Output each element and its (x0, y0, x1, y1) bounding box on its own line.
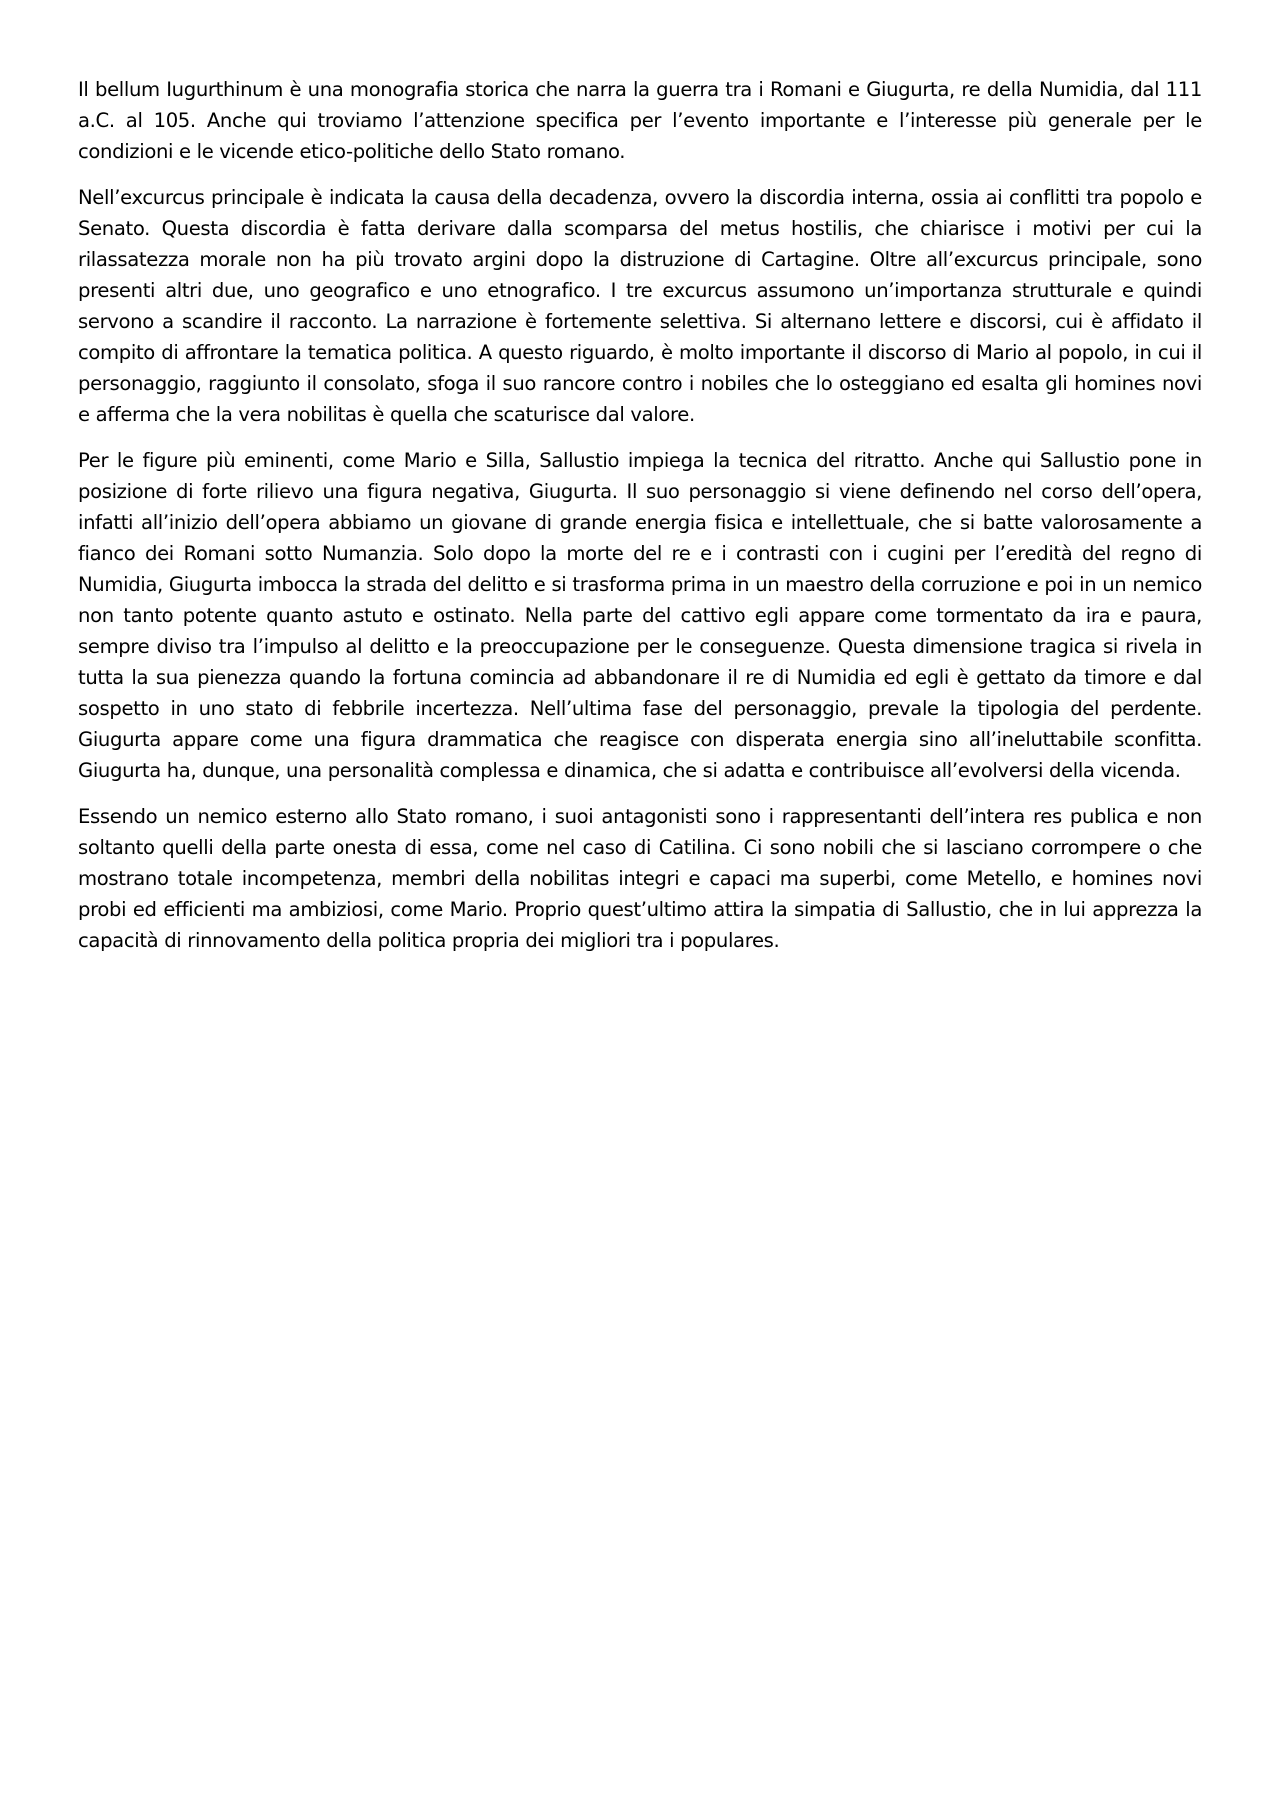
paragraph-ritratto-giugurta: Per le figure più eminenti, come Mario e Silla, Sallustio impiega la tecnica del ritratto. Anche qui Sallustio pone in posizione di forte rilievo una figura negativa, Giugurta. Il suo personaggio si viene definendo nel corso dell’opera, infatti all’inizio dell’opera abbiamo un giovane di grande energia fisica e intellettuale, che si batte valorosamente a fianco dei Romani sotto Numanzia. Solo dopo la morte del re e i contrasti con i cugini per l’eredità del regno di Numidia, Giugurta imbocca la strada del delitto e si trasforma prima in un maestro della corruzione e poi in un nemico non tanto potente quanto astuto e ostinato. Nella parte del cattivo egli appare come tormentato da ira e paura, sempre diviso tra l’impulso al delitto e la preoccupazione per le conseguenze. Questa dimensione tragica si rivela in tutta la sua pienezza quando la fortuna comincia ad abbandonare il re di Numidia ed egli è gettato da timore e dal sospetto in uno stato di febbrile incertezza. Nell’ultima fase del personaggio, prevale la tipologia del perdente. Giugurta appare come una figura drammatica che reagisce con disperata energia sino all’ineluttabile sconfitta. Giugurta ha, dunque, una personalità complessa e dinamica, che si adatta e contribuisce all’evolversi della vicenda. (78, 449, 1202, 782)
document-page (78, 74, 1202, 971)
paragraph-excursus: Nell’excurcus principale è indicata la causa della decadenza, ovvero la discordia interna, ossia ai conflitti tra popolo e Senato. Questa discordia è fatta derivare dalla scomparsa del metus hostilis, che chiarisce i motivi per cui la rilassatezza morale non ha più trovato argini dopo la distruzione di Cartagine. Oltre all’excurcus principale, sono presenti altri due, uno geografico e uno etnografico. I tre excurcus assumono un’importanza strutturale e quindi servono a scandire il racconto. La narrazione è fortemente selettiva. Si alternano lettere e discorsi, cui è affidato il compito di affrontare la tematica politica. A questo riguardo, è molto importante il discorso di Mario al popolo, in cui il personaggio, raggiunto il consolato, sfoga il suo rancore contro i nobiles che lo osteggiano ed esalta gli homines novi e afferma che la vera nobilitas è quella che scaturisce dal valore. (78, 186, 1202, 426)
paragraph-bellum-iugurthinum-intro: Il bellum Iugurthinum è una monografia storica che narra la guerra tra i Romani e Giugurta, re della Numidia, dal 111 a.C. al 105. Anche qui troviamo l’attenzione specifica per l’evento importante e l’interesse più generale per le condizioni e le vicende etico-politiche dello Stato romano. (78, 78, 1202, 163)
paragraph-antagonisti: Essendo un nemico esterno allo Stato romano, i suoi antagonisti sono i rappresentanti dell’intera res publica e non soltanto quelli della parte onesta di essa, come nel caso di Catilina. Ci sono nobili che si lasciano corrompere o che mostrano totale incompetenza, membri della nobilitas integri e capaci ma superbi, come Metello, e homines novi probi ed efficienti ma ambiziosi, come Mario. Proprio quest’ultimo attira la simpatia di Sallustio, che in lui apprezza la capacità di rinnovamento della politica propria dei migliori tra i populares. (78, 805, 1202, 952)
